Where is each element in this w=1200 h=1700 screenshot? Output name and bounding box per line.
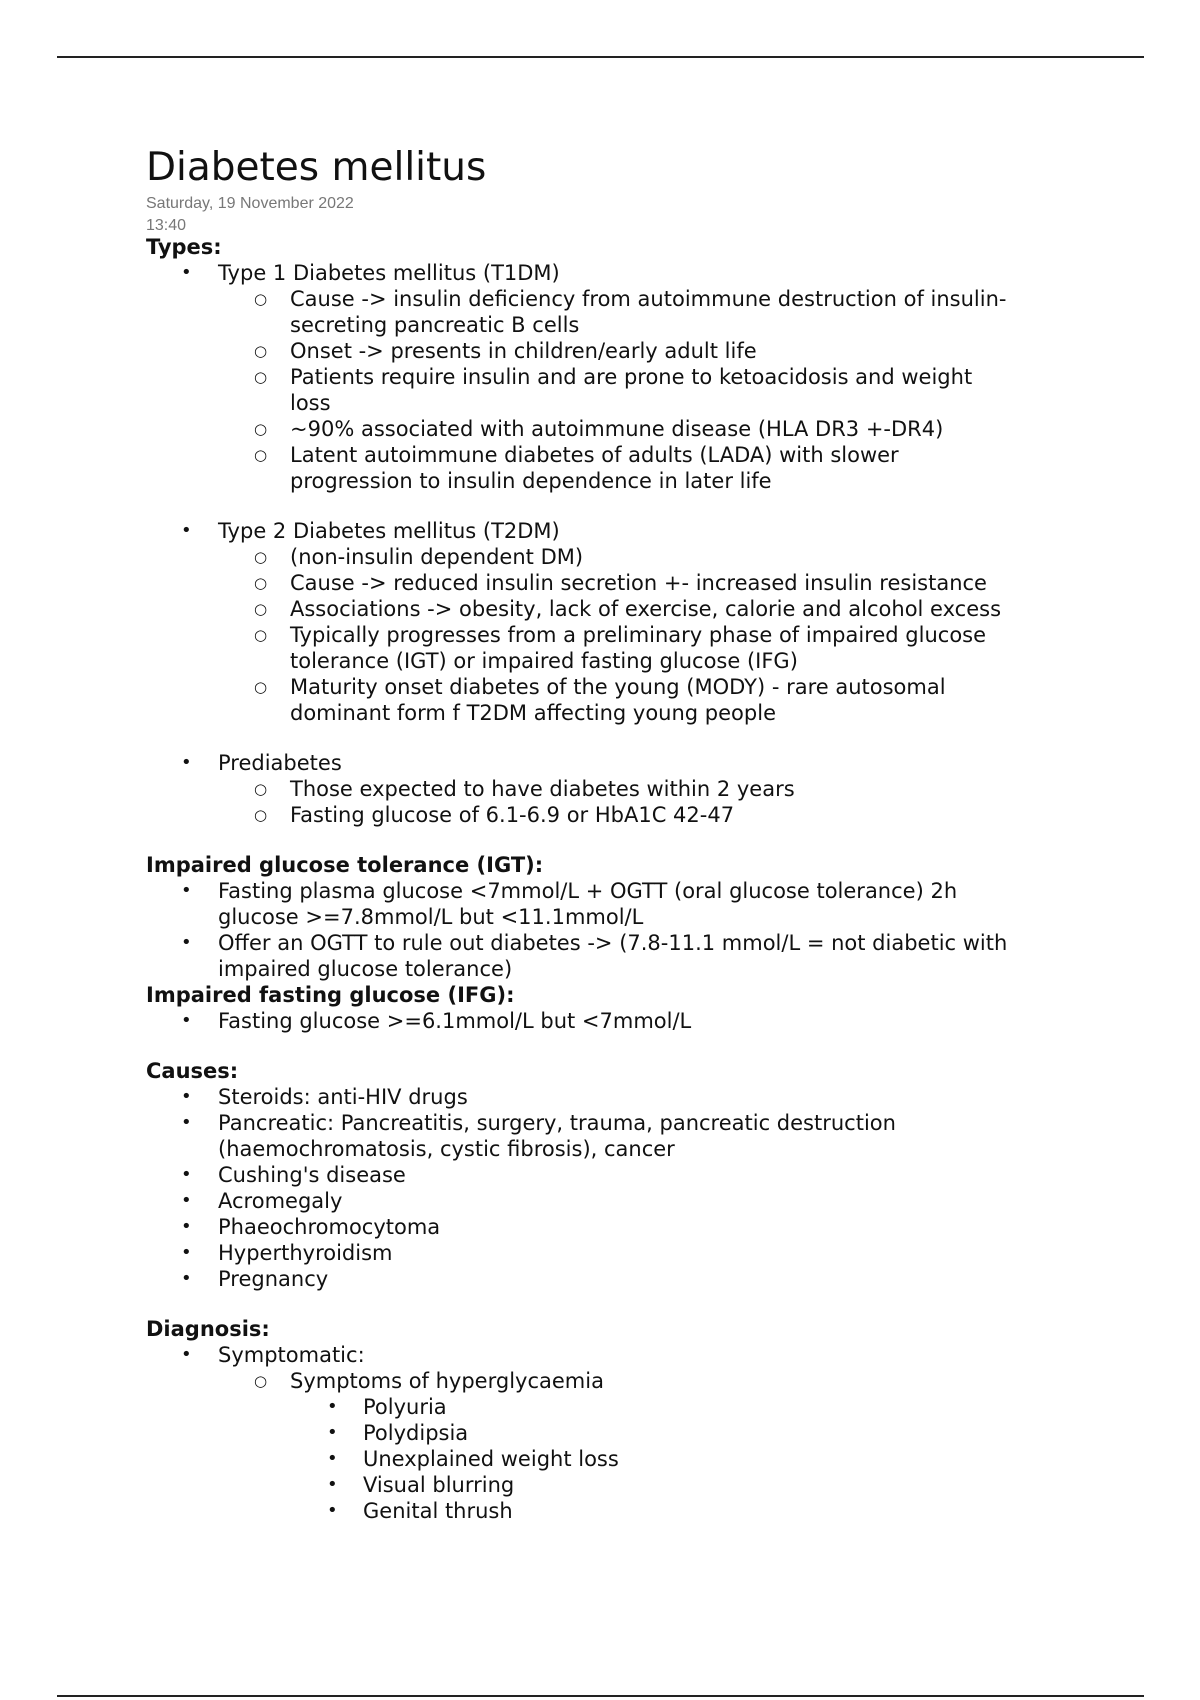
types-list-pre <box>146 750 1106 828</box>
bullet-circle: ○ <box>254 806 268 824</box>
list-item-cont: tolerance (IGT) or impaired fasting glucose (IFG) <box>290 649 798 673</box>
bullet-circle: ○ <box>254 780 268 798</box>
bottom-rule <box>57 1695 1144 1697</box>
note-time: 13:40 <box>146 217 187 234</box>
list-item-cont: dominant form f T2DM affecting young people <box>290 701 776 725</box>
list-item: • Pregnancy <box>181 1267 329 1291</box>
bullet-disc: • <box>181 1268 192 1289</box>
list-item: ○ (non-insulin dependent DM) <box>254 545 584 569</box>
list-item: • Offer an OGTT to rule out diabetes -> (7.8-11.1 mmol/L = not diabetic with <box>181 931 1008 955</box>
list-item-cont: loss <box>290 391 331 415</box>
types-list <box>146 260 1106 494</box>
list-item: • Polydipsia <box>327 1421 469 1445</box>
list-item: ○ Those expected to have diabetes within 2 years <box>254 777 795 801</box>
bullet-circle: ○ <box>254 368 268 386</box>
bullet-disc: • <box>181 752 192 773</box>
diagnosis-list <box>146 1342 1106 1524</box>
list-item: • Fasting plasma glucose <7mmol/L + OGTT (oral glucose tolerance) 2h <box>181 879 958 903</box>
bullet-disc: • <box>327 1500 338 1521</box>
bullet-disc: • <box>181 1216 192 1237</box>
list-item: ○ Cause -> reduced insulin secretion +- increased insulin resistance <box>254 571 987 595</box>
bullet-circle: ○ <box>254 600 268 618</box>
list-item: ○ Maturity onset diabetes of the young (MODY) - rare autosomal <box>254 675 946 699</box>
list-item: • Cushing's disease <box>181 1163 406 1187</box>
list-item: • Genital thrush <box>327 1499 513 1523</box>
diagnosis-heading: Diagnosis: <box>146 1317 270 1341</box>
list-item-cont: progression to insulin dependence in later life <box>290 469 772 493</box>
list-item: • Unexplained weight loss <box>327 1447 619 1471</box>
bullet-disc: • <box>181 520 192 541</box>
note-content <box>146 144 1106 1524</box>
bullet-circle: ○ <box>254 446 268 464</box>
list-item-cont: secreting pancreatic B cells <box>290 313 580 337</box>
bullet-circle: ○ <box>254 420 268 438</box>
list-item: • Hyperthyroidism <box>181 1241 393 1265</box>
list-item: • Phaeochromocytoma <box>181 1215 441 1239</box>
top-rule <box>57 56 1144 58</box>
bullet-disc: • <box>181 262 192 283</box>
list-item: • Type 1 Diabetes mellitus (T1DM) <box>181 261 560 285</box>
list-item: ○ Patients require insulin and are prone to ketoacidosis and weight <box>254 365 973 389</box>
bullet-disc: • <box>181 1344 192 1365</box>
bullet-circle: ○ <box>254 574 268 592</box>
list-item: • Polyuria <box>327 1395 447 1419</box>
list-item-cont: glucose >=7.8mmol/L but <11.1mmol/L <box>218 905 644 929</box>
bullet-disc: • <box>327 1448 338 1469</box>
bullet-circle: ○ <box>254 678 268 696</box>
bullet-disc: • <box>327 1396 338 1417</box>
list-item: ○ Symptoms of hyperglycaemia <box>254 1369 604 1393</box>
list-item: ○ Latent autoimmune diabetes of adults (LADA) with slower <box>254 443 899 467</box>
igt-list <box>146 878 1106 982</box>
types-list-t2 <box>146 518 1106 726</box>
list-item: • Fasting glucose >=6.1mmol/L but <7mmol/L <box>181 1009 692 1033</box>
bullet-disc: • <box>181 880 192 901</box>
list-item: • Pancreatic: Pancreatitis, surgery, trauma, pancreatic destruction <box>181 1111 896 1135</box>
bullet-disc: • <box>327 1474 338 1495</box>
bullet-circle: ○ <box>254 290 268 308</box>
causes-list <box>146 1084 1106 1292</box>
list-item: • Type 2 Diabetes mellitus (T2DM) <box>181 519 560 543</box>
bullet-disc: • <box>181 1010 192 1031</box>
list-item: • Prediabetes <box>181 751 342 775</box>
causes-heading: Causes: <box>146 1059 239 1083</box>
note-date: Saturday, 19 November 2022 <box>146 195 354 212</box>
bullet-circle: ○ <box>254 548 268 566</box>
list-item-cont: (haemochromatosis, cystic fibrosis), cancer <box>218 1137 675 1161</box>
list-item: • Steroids: anti-HIV drugs <box>181 1085 468 1109</box>
bullet-disc: • <box>181 932 192 953</box>
list-item: • Visual blurring <box>327 1473 515 1497</box>
list-item: ○ Fasting glucose of 6.1-6.9 or HbA1C 42-47 <box>254 803 735 827</box>
list-item: ○ Typically progresses from a preliminary phase of impaired glucose <box>254 623 987 647</box>
list-item: ○ Onset -> presents in children/early adult life <box>254 339 757 363</box>
bullet-disc: • <box>181 1086 192 1107</box>
bullet-disc: • <box>181 1164 192 1185</box>
bullet-disc: • <box>181 1242 192 1263</box>
bullet-disc: • <box>327 1422 338 1443</box>
page-title: Diabetes mellitus <box>146 145 487 190</box>
list-item-cont: impaired glucose tolerance) <box>218 957 513 981</box>
list-item: ○ Cause -> insulin deficiency from autoimmune destruction of insulin- <box>254 287 1007 311</box>
list-item: • Symptomatic: <box>181 1343 365 1367</box>
list-item: • Acromegaly <box>181 1189 343 1213</box>
bullet-disc: • <box>181 1112 192 1133</box>
ifg-list <box>146 1008 1106 1034</box>
igt-heading: Impaired glucose tolerance (IGT): <box>146 853 544 877</box>
ifg-heading: Impaired fasting glucose (IFG): <box>146 983 515 1007</box>
bullet-circle: ○ <box>254 342 268 360</box>
bullet-circle: ○ <box>254 626 268 644</box>
list-item: ○ Associations -> obesity, lack of exercise, calorie and alcohol excess <box>254 597 1002 621</box>
bullet-disc: • <box>181 1190 192 1211</box>
list-item: ○ ~90% associated with autoimmune disease (HLA DR3 +-DR4) <box>254 417 944 441</box>
bullet-circle: ○ <box>254 1372 268 1390</box>
types-heading: Types: <box>146 235 222 259</box>
